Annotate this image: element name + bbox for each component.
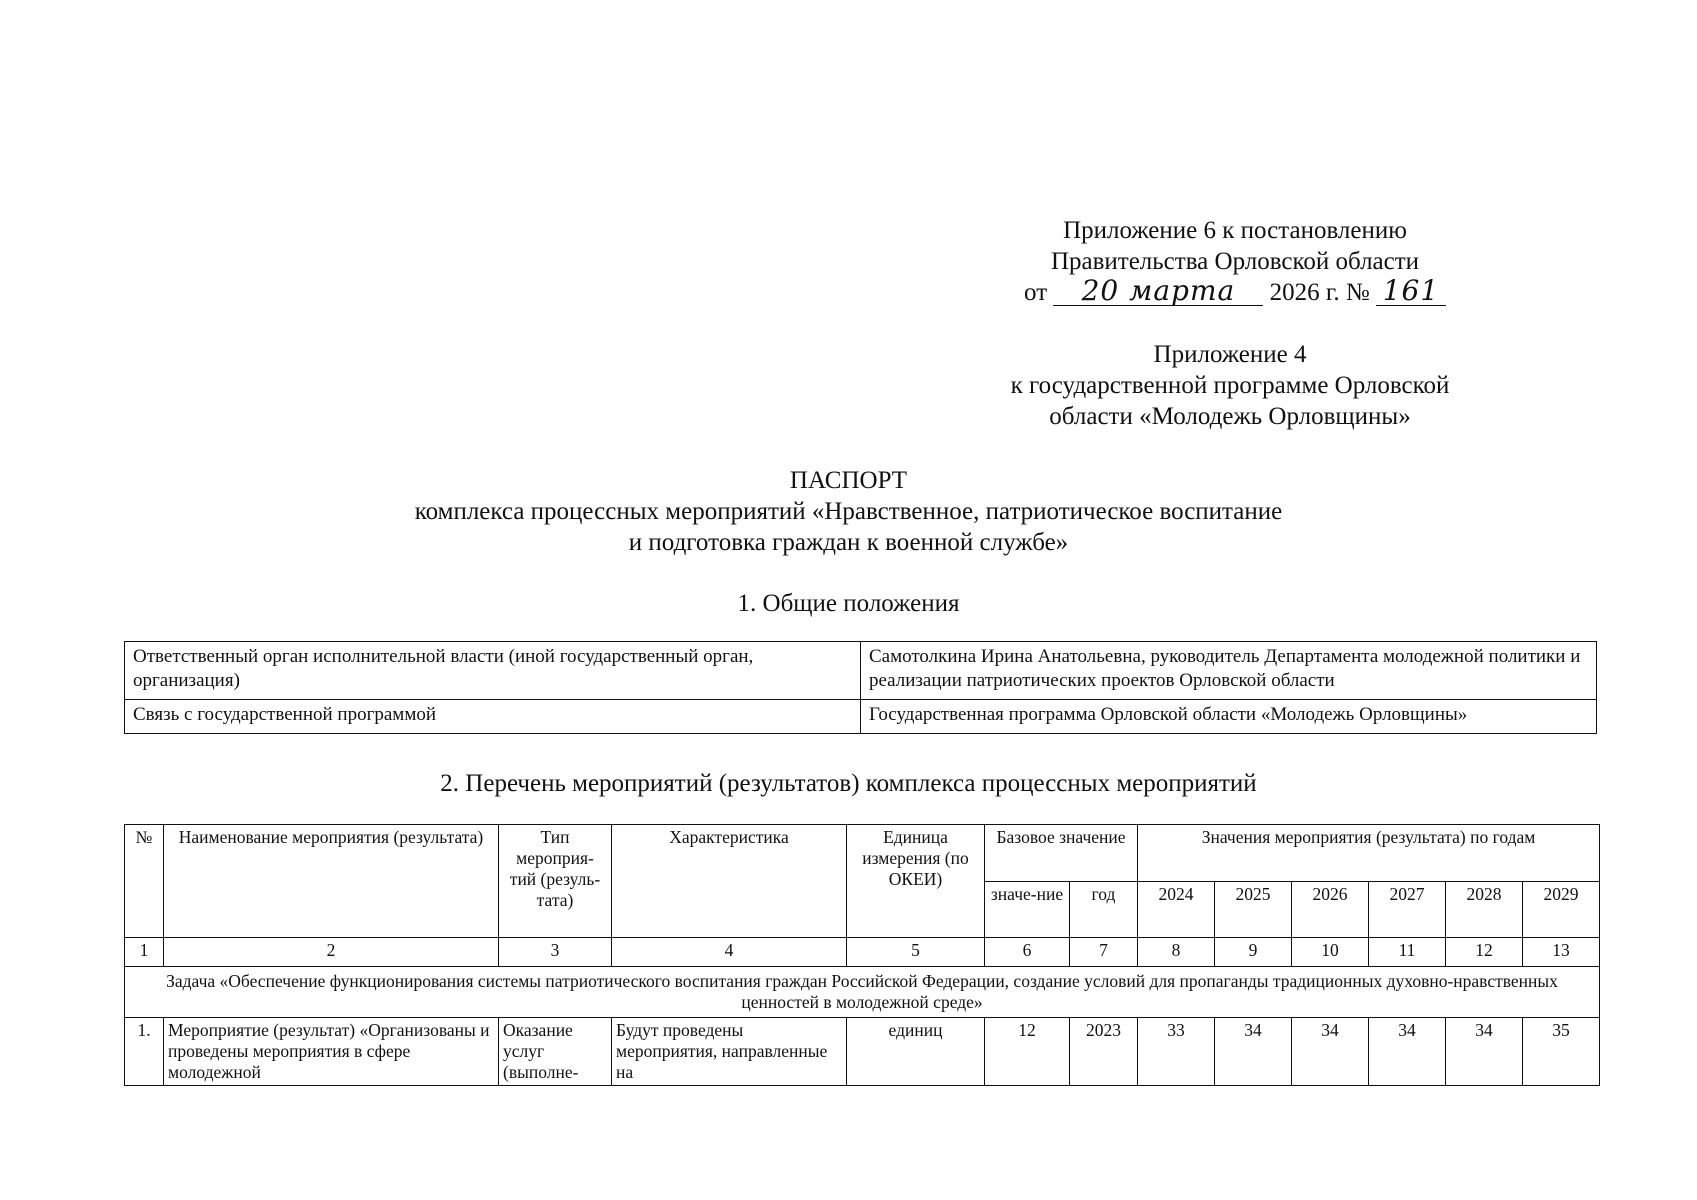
col-header-base-value: значе-ние (985, 881, 1070, 938)
row-value-2028: 34 (1446, 1018, 1523, 1086)
annex4-line2: к государственной программе Орловской (1010, 372, 1450, 399)
row-num: 1. (125, 1018, 164, 1086)
program-link-label: Связь с государственной программой (125, 700, 861, 734)
general-provisions-table (124, 641, 1597, 734)
annex6-block (1000, 215, 1470, 308)
table-row (125, 642, 1597, 700)
handwritten-date: 20 марта (1053, 277, 1263, 306)
passport-heading (0, 465, 1697, 558)
row-base-value: 12 (985, 1018, 1070, 1086)
row-value-2027: 34 (1369, 1018, 1446, 1086)
col-header-year-2028: 2028 (1446, 881, 1523, 938)
column-number: 5 (847, 938, 985, 967)
table-row (125, 700, 1597, 734)
annex6-date-line (1000, 274, 1470, 308)
column-numbers-row (125, 938, 1600, 967)
passport-subtitle-line2: и подготовка граждан к военной службе» (628, 529, 1069, 556)
row-characteristic: Будут проведены мероприятия, направленные на (612, 1018, 847, 1086)
col-header-base-year: год (1070, 881, 1138, 938)
col-header-characteristic: Характеристика (612, 825, 847, 938)
row-unit: единиц (847, 1018, 985, 1086)
annex4-block (985, 339, 1475, 432)
header-row (125, 825, 1600, 882)
program-link-value: Государственная программа Орловской области «Молодежь Орловщины» (861, 700, 1597, 734)
section1-title: 1. Общие положения (737, 590, 960, 617)
col-header-year-2024: 2024 (1138, 881, 1215, 938)
col-header-base: Базовое значение (985, 825, 1138, 882)
row-base-year: 2023 (1070, 1018, 1138, 1086)
column-number: 13 (1523, 938, 1600, 967)
section2-title: 2. Перечень мероприятий (результатов) комплекса процессных мероприятий (440, 770, 1257, 797)
column-number: 9 (1215, 938, 1292, 967)
column-number: 2 (164, 938, 499, 967)
col-header-year-2026: 2026 (1292, 881, 1369, 938)
col-header-by-years: Значения мероприятия (результата) по годам (1138, 825, 1600, 882)
responsible-body-label: Ответственный орган исполнительной власти (иной государственный орган, организация) (125, 642, 861, 700)
col-header-name: Наименование мероприятия (результата) (164, 825, 499, 938)
passport-subtitle-line1: комплекса процессных мероприятий «Нравственное, патриотическое воспитание (414, 498, 1283, 525)
annex6-line2: Правительства Орловской области (1050, 248, 1420, 275)
col-header-year-2025: 2025 (1215, 881, 1292, 938)
column-number: 6 (985, 938, 1070, 967)
row-value-2024: 33 (1138, 1018, 1215, 1086)
column-number: 7 (1070, 938, 1138, 967)
handwritten-number: 161 (1376, 277, 1446, 306)
table-row (125, 1018, 1600, 1086)
row-value-2029: 35 (1523, 1018, 1600, 1086)
annex4-line3: области «Молодежь Орловщины» (1049, 403, 1411, 430)
column-number: 10 (1292, 938, 1369, 967)
col-header-year-2029: 2029 (1523, 881, 1600, 938)
annex6-line1: Приложение 6 к постановлению (1063, 217, 1407, 244)
column-number: 12 (1446, 938, 1523, 967)
activities-table (124, 824, 1600, 1086)
row-value-2026: 34 (1292, 1018, 1369, 1086)
col-header-type: Тип мероприя-тий (резуль-тата) (499, 825, 612, 938)
column-number: 11 (1369, 938, 1446, 967)
row-value-2025: 34 (1215, 1018, 1292, 1086)
year-and-number-label: 2026 г. № (1269, 279, 1370, 306)
col-header-year-2027: 2027 (1369, 881, 1446, 938)
column-number: 3 (499, 938, 612, 967)
col-header-unit: Единица измерения (по ОКЕИ) (847, 825, 985, 938)
column-number: 4 (612, 938, 847, 967)
row-name: Мероприятие (результат) «Организованы и проведены мероприятия в сфере молодежной (164, 1018, 499, 1086)
annex4-line1: Приложение 4 (1153, 341, 1307, 368)
column-number: 8 (1138, 938, 1215, 967)
passport-title: ПАСПОРТ (789, 467, 908, 494)
col-header-num: № (125, 825, 164, 938)
column-number: 1 (125, 938, 164, 967)
responsible-body-value: Самотолкина Ирина Анатольевна, руководитель Департамента молодежной политики и реализации патриотических проектов Орловской области (861, 642, 1597, 700)
task-row (125, 967, 1600, 1018)
from-prefix: от (1024, 279, 1048, 306)
task-text: Задача «Обеспечение функционирования системы патриотического воспитания граждан Российской Федерации, создание условий для пропаганды традиционных духовно-нравственных ценностей в молодежной среде» (125, 967, 1600, 1018)
row-type: Оказание услуг (выполне- (499, 1018, 612, 1086)
